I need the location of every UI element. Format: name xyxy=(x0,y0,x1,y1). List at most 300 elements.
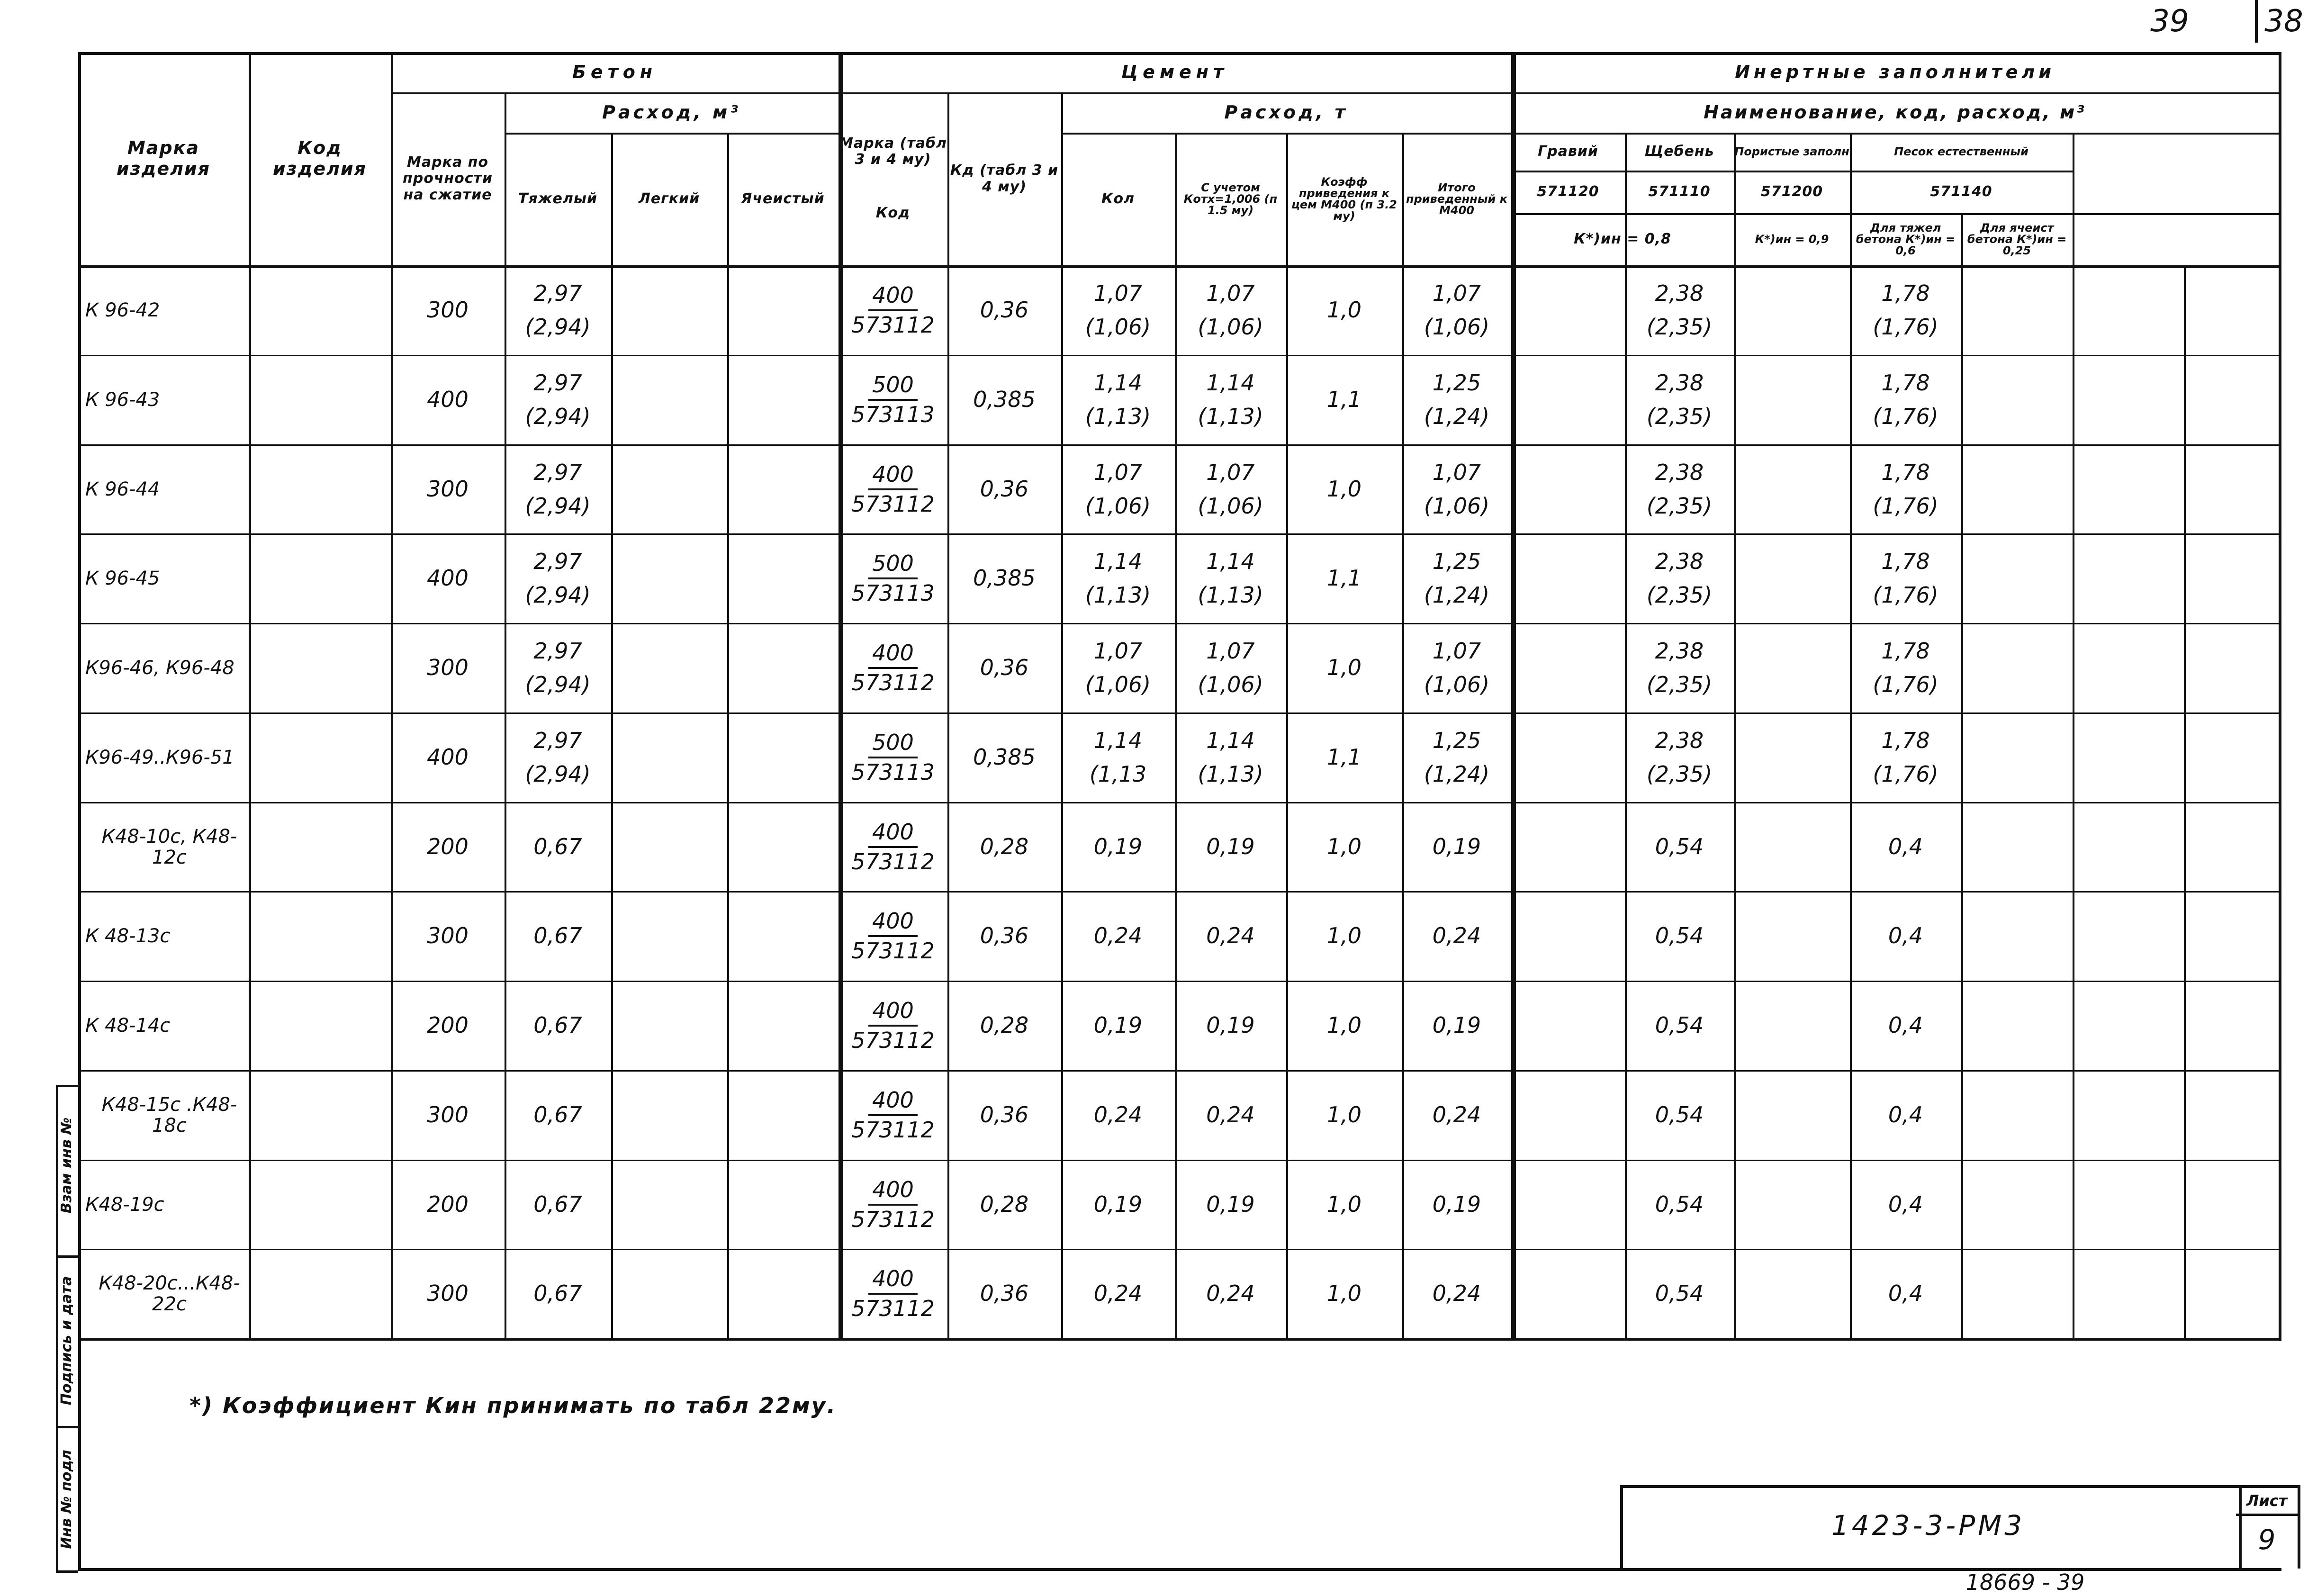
row-kd xyxy=(947,802,1061,892)
header-pesok: Песок естественный xyxy=(1894,145,2029,158)
row-kol xyxy=(1061,533,1175,623)
header-cement: Цемент xyxy=(1121,61,1229,82)
row-kol-value: 0,19 xyxy=(1093,834,1143,860)
row-shcheben-value: 2,38 xyxy=(1655,638,1704,664)
row-shcheben xyxy=(1625,1160,1734,1249)
row-shcheben-value: 0,54 xyxy=(1655,923,1704,949)
cement-grade: 400 xyxy=(868,1088,918,1116)
row-shcheben xyxy=(1625,1249,1734,1338)
row-heavy-concrete-value: 2,97 xyxy=(533,370,582,396)
row-pesok-value: 0,4 xyxy=(1888,1280,1923,1307)
code-poristye: 571200 xyxy=(1760,183,1823,200)
frame-right xyxy=(2279,52,2281,1341)
row-heavy-concrete xyxy=(505,623,611,712)
row-koeff xyxy=(1286,1070,1402,1160)
row-cement-mark xyxy=(838,1070,947,1160)
koeff-value: 1,0 xyxy=(1326,1012,1362,1038)
row-s-uchetom-value: 0,19 xyxy=(1206,834,1255,860)
row-s-uchetom xyxy=(1175,533,1286,623)
row-shcheben xyxy=(1625,355,1734,444)
row-s-uchetom-value: 0,24 xyxy=(1206,1280,1255,1307)
row-pesok-value: 0,4 xyxy=(1888,834,1923,860)
row-s-uchetom xyxy=(1175,1249,1286,1338)
side-label-vzam-inv: Взам инв № xyxy=(58,1117,75,1214)
cement-code: 573113 xyxy=(851,580,935,606)
row-kol-value-adjusted: (1,13) xyxy=(1085,403,1151,429)
row-koeff xyxy=(1286,1160,1402,1249)
row-kol-value-adjusted: (1,13) xyxy=(1085,582,1151,608)
row-kol xyxy=(1061,802,1175,892)
row-s-uchetom xyxy=(1175,891,1286,981)
kd-value: 0,36 xyxy=(980,476,1029,502)
header-itogo: Итого приведенный к М400 xyxy=(1406,181,1508,217)
row-itogo-value: 1,07 xyxy=(1432,638,1481,664)
row-koeff xyxy=(1286,265,1402,355)
row-pesok-value-adjusted: (1,76) xyxy=(1873,314,1938,340)
cement-code: 573112 xyxy=(851,669,935,695)
row-koeff xyxy=(1286,802,1402,892)
code-shcheben: 571110 xyxy=(1648,183,1711,200)
row-kol xyxy=(1061,712,1175,802)
row-kd xyxy=(947,981,1061,1070)
row-s-uchetom-value: 0,19 xyxy=(1206,1012,1255,1038)
row-shcheben-value: 0,54 xyxy=(1655,1012,1704,1038)
row-kol-value: 0,24 xyxy=(1093,1102,1143,1128)
row-prochnost xyxy=(391,1160,505,1249)
kd-value: 0,28 xyxy=(980,834,1029,860)
row-pesok xyxy=(1850,981,1961,1070)
strength-grade: 300 xyxy=(427,1280,469,1307)
row-itogo xyxy=(1402,802,1511,892)
row-koeff xyxy=(1286,712,1402,802)
header-poristye: Пористые заполн xyxy=(1734,145,1849,158)
row-koeff xyxy=(1286,891,1402,981)
row-cement-mark xyxy=(838,265,947,355)
row-heavy-concrete-value: 0,67 xyxy=(533,834,582,860)
row-shcheben-value: 2,38 xyxy=(1655,370,1704,396)
product-mark: К 96-42 xyxy=(85,299,160,321)
cement-grade: 400 xyxy=(868,1267,918,1295)
row-shcheben xyxy=(1625,981,1734,1070)
row-kd xyxy=(947,355,1061,444)
row-prochnost xyxy=(391,712,505,802)
row-itogo-value: 0,24 xyxy=(1432,1280,1481,1307)
footnote: *) Коэффициент Кин принимать по табл 22му. xyxy=(189,1393,837,1418)
side-label-podpis-data: Подпись и дата xyxy=(58,1276,75,1406)
bottom-page-reference: 18669 - 39 xyxy=(1965,1569,2085,1595)
row-shcheben-value-adjusted: (2,35) xyxy=(1646,403,1713,429)
row-itogo xyxy=(1402,891,1511,981)
row-shcheben-value-adjusted: (2,35) xyxy=(1646,761,1713,787)
cement-code: 573112 xyxy=(851,1117,935,1143)
row-shcheben xyxy=(1625,623,1734,712)
row-cement-mark xyxy=(838,712,947,802)
row-s-uchetom-value: 0,24 xyxy=(1206,923,1255,949)
row-heavy-concrete-value: 2,97 xyxy=(533,727,582,753)
row-prochnost xyxy=(391,533,505,623)
strength-grade: 300 xyxy=(427,655,469,681)
kd-value: 0,36 xyxy=(980,297,1029,323)
row-heavy-concrete-value-adjusted: (2,94) xyxy=(525,761,591,787)
vh-4375 xyxy=(2073,133,2074,265)
cement-grade: 500 xyxy=(868,730,918,758)
row-s-uchetom-value-adjusted: (1,06) xyxy=(1198,314,1263,340)
row-prochnost xyxy=(391,1070,505,1160)
koeff-value: 1,0 xyxy=(1326,476,1362,502)
row-heavy-concrete-value-adjusted: (2,94) xyxy=(525,403,591,429)
row-itogo xyxy=(1402,265,1511,355)
row-prochnost xyxy=(391,444,505,534)
row-koeff xyxy=(1286,355,1402,444)
row-kd xyxy=(947,533,1061,623)
header-marka-tabl: Марка (табл 3 и 4 му) xyxy=(839,135,947,168)
koeff-value: 1,0 xyxy=(1326,834,1362,860)
row-heavy-concrete-value-adjusted: (2,94) xyxy=(525,671,591,697)
row-heavy-concrete-value: 2,97 xyxy=(533,459,582,485)
header-marka-izdeliya: Марка изделия xyxy=(116,137,211,179)
row-kol-value: 0,19 xyxy=(1093,1191,1143,1217)
table-bottom-line xyxy=(78,1338,2279,1341)
row-kol-value: 1,14 xyxy=(1093,727,1143,753)
row-pesok-value-adjusted: (1,76) xyxy=(1873,582,1938,608)
row-itogo-value: 1,25 xyxy=(1432,727,1481,753)
document-code: 1423-3-РМ3 xyxy=(1831,1509,2025,1542)
row-kol-value: 1,14 xyxy=(1093,370,1143,396)
kd-value: 0,36 xyxy=(980,655,1029,681)
row-pesok xyxy=(1850,1070,1961,1160)
header-inertnye: Инертные заполнители xyxy=(1735,61,2055,82)
row-koeff xyxy=(1286,533,1402,623)
row-s-uchetom xyxy=(1175,355,1286,444)
row-marka xyxy=(81,533,253,623)
row-pesok xyxy=(1850,712,1961,802)
row-shcheben-value: 2,38 xyxy=(1655,727,1704,753)
row-pesok xyxy=(1850,265,1961,355)
row-s-uchetom xyxy=(1175,623,1286,712)
strength-grade: 400 xyxy=(427,565,469,591)
row-heavy-concrete-value-adjusted: (2,94) xyxy=(525,582,591,608)
row-heavy-concrete xyxy=(505,1249,611,1338)
koeff-value: 1,0 xyxy=(1326,1102,1362,1128)
row-pesok-value-adjusted: (1,76) xyxy=(1873,671,1938,697)
cement-code: 573112 xyxy=(851,1027,935,1053)
koeff-value: 1,1 xyxy=(1326,387,1362,413)
header-s-uchetom: С учетом Котх=1,006 (п 1.5 му) xyxy=(1183,181,1278,217)
row-kol-value-adjusted: (1,06) xyxy=(1085,493,1151,519)
header-kol: Кол xyxy=(1101,190,1135,207)
row-cement-mark xyxy=(838,623,947,712)
kd-value: 0,28 xyxy=(980,1191,1029,1217)
row-koeff xyxy=(1286,1249,1402,1338)
row-kol-value: 0,24 xyxy=(1093,923,1143,949)
row-s-uchetom-value: 0,19 xyxy=(1206,1191,1255,1217)
sheet-label: Лист xyxy=(2236,1488,2298,1516)
product-mark: К48-20с...К48-22с xyxy=(99,1272,240,1315)
row-kol-value: 0,24 xyxy=(1093,1280,1143,1307)
row-cement-mark xyxy=(838,981,947,1070)
row-marka xyxy=(81,712,253,802)
row-kol-value: 1,07 xyxy=(1093,280,1143,306)
product-mark: К96-49..К96-51 xyxy=(85,746,234,768)
row-shcheben xyxy=(1625,1070,1734,1160)
row-itogo xyxy=(1402,981,1511,1070)
row-kd xyxy=(947,891,1061,981)
row-pesok xyxy=(1850,891,1961,981)
cement-grade: 500 xyxy=(868,551,918,579)
code-pesok: 571140 xyxy=(1930,183,1992,200)
kd-value: 0,36 xyxy=(980,1280,1029,1307)
row-pesok xyxy=(1850,533,1961,623)
strength-grade: 300 xyxy=(427,1102,469,1128)
header-kod: Код xyxy=(875,204,911,221)
row-s-uchetom-value: 1,14 xyxy=(1206,370,1255,396)
header-kd: Кд (табл 3 и 4 му) xyxy=(950,162,1059,195)
row-prochnost xyxy=(391,265,505,355)
row-shcheben xyxy=(1625,891,1734,981)
row-kol-value: 1,14 xyxy=(1093,548,1143,574)
row-s-uchetom xyxy=(1175,444,1286,534)
row-kd xyxy=(947,712,1061,802)
row-heavy-concrete xyxy=(505,802,611,892)
row-heavy-concrete-value-adjusted: (2,94) xyxy=(525,314,591,340)
row-pesok-value: 1,78 xyxy=(1881,548,1930,574)
row-heavy-concrete-value: 2,97 xyxy=(533,280,582,306)
handwritten-page-number: 39 xyxy=(2150,4,2189,39)
cement-code: 573112 xyxy=(851,312,935,338)
header-tyazhely: Тяжелый xyxy=(518,190,598,207)
row-itogo xyxy=(1402,623,1511,712)
row-shcheben-value-adjusted: (2,35) xyxy=(1646,582,1713,608)
kin-heavy-concrete: Для тяжел бетона К*)ин = 0,6 xyxy=(1856,221,1956,257)
kd-value: 0,36 xyxy=(980,923,1029,949)
row-kol xyxy=(1061,1070,1175,1160)
koeff-value: 1,0 xyxy=(1326,1280,1362,1307)
row-kd xyxy=(947,1249,1061,1338)
row-marka xyxy=(81,802,253,892)
row-itogo-value-adjusted: (1,24) xyxy=(1424,582,1490,608)
row-s-uchetom-value: 1,14 xyxy=(1206,548,1255,574)
row-pesok-value: 1,78 xyxy=(1881,727,1930,753)
koeff-value: 1,1 xyxy=(1326,565,1362,591)
row-kol xyxy=(1061,355,1175,444)
row-kol xyxy=(1061,623,1175,712)
row-marka xyxy=(81,981,253,1070)
row-itogo-value: 1,07 xyxy=(1432,280,1481,306)
row-kol xyxy=(1061,265,1175,355)
product-mark: К 96-43 xyxy=(85,388,160,411)
row-kol xyxy=(1061,981,1175,1070)
row-shcheben-value: 2,38 xyxy=(1655,459,1704,485)
row-heavy-concrete xyxy=(505,712,611,802)
row-itogo-value-adjusted: (1,24) xyxy=(1424,761,1490,787)
row-kd xyxy=(947,265,1061,355)
row-shcheben xyxy=(1625,265,1734,355)
row-heavy-concrete xyxy=(505,355,611,444)
row-kol-value-adjusted: (1,06) xyxy=(1085,314,1151,340)
row-pesok-value: 1,78 xyxy=(1881,459,1930,485)
row-heavy-concrete-value: 0,67 xyxy=(533,1280,582,1307)
row-pesok-value: 1,78 xyxy=(1881,638,1930,664)
row-itogo-value: 0,19 xyxy=(1432,834,1481,860)
row-pesok-value: 0,4 xyxy=(1888,1012,1923,1038)
koeff-value: 1,0 xyxy=(1326,297,1362,323)
row-s-uchetom-value: 1,07 xyxy=(1206,280,1255,306)
row-s-uchetom xyxy=(1175,981,1286,1070)
koeff-value: 1,1 xyxy=(1326,744,1362,770)
kin-cellular-concrete: Для ячеист бетона К*)ин = 0,25 xyxy=(1967,221,2067,257)
row-kol-value: 0,19 xyxy=(1093,1012,1143,1038)
row-s-uchetom-value: 1,07 xyxy=(1206,638,1255,664)
row-cement-mark xyxy=(838,802,947,892)
strength-grade: 300 xyxy=(427,923,469,949)
header-kod-izdeliya: Код изделия xyxy=(272,137,367,179)
row-heavy-concrete-value: 2,97 xyxy=(533,638,582,664)
row-shcheben-value: 2,38 xyxy=(1655,548,1704,574)
header-beton: Бетон xyxy=(572,61,658,82)
header-marka-po-prochnosti: Марка по прочности на сжатие xyxy=(403,153,493,203)
row-itogo-value-adjusted: (1,24) xyxy=(1424,403,1490,429)
row-s-uchetom-value-adjusted: (1,06) xyxy=(1198,671,1263,697)
row-itogo-value: 0,24 xyxy=(1432,1102,1481,1128)
side-label-inv-podl: Инв № подл xyxy=(58,1450,75,1549)
cement-code: 573113 xyxy=(851,759,935,785)
row-itogo-value: 1,07 xyxy=(1432,459,1481,485)
row-s-uchetom-value: 1,14 xyxy=(1206,727,1255,753)
row-pesok-value-adjusted: (1,76) xyxy=(1873,761,1938,787)
row-shcheben xyxy=(1625,712,1734,802)
row-itogo-value: 0,19 xyxy=(1432,1191,1481,1217)
row-marka xyxy=(81,355,253,444)
row-pesok xyxy=(1850,1160,1961,1249)
row-marka xyxy=(81,444,253,534)
row-marka xyxy=(81,1249,253,1338)
row-cement-mark xyxy=(838,1160,947,1249)
row-shcheben-value: 0,54 xyxy=(1655,1280,1704,1307)
row-s-uchetom-value: 0,24 xyxy=(1206,1102,1255,1128)
row-kol xyxy=(1061,444,1175,534)
strength-grade: 400 xyxy=(427,387,469,413)
row-pesok xyxy=(1850,623,1961,712)
row-shcheben-value-adjusted: (2,35) xyxy=(1646,493,1713,519)
cement-grade: 400 xyxy=(868,820,918,848)
strength-grade: 200 xyxy=(427,834,469,860)
strength-grade: 300 xyxy=(427,297,469,323)
row-prochnost xyxy=(391,355,505,444)
row-heavy-concrete-value: 0,67 xyxy=(533,1012,582,1038)
row-itogo-value: 1,25 xyxy=(1432,370,1481,396)
row-kol xyxy=(1061,891,1175,981)
row-kol-value-adjusted: (1,06) xyxy=(1085,671,1151,697)
row-shcheben-value: 0,54 xyxy=(1655,1102,1704,1128)
row-pesok xyxy=(1850,1249,1961,1338)
cement-grade: 400 xyxy=(868,1178,918,1206)
row-itogo xyxy=(1402,1249,1511,1338)
cement-grade: 400 xyxy=(868,283,918,311)
row-prochnost xyxy=(391,1249,505,1338)
row-cement-mark xyxy=(838,891,947,981)
cement-grade: 400 xyxy=(868,909,918,937)
row-kol xyxy=(1061,1249,1175,1338)
row-pesok-value-adjusted: (1,76) xyxy=(1873,493,1938,519)
row-heavy-concrete xyxy=(505,1160,611,1249)
row-itogo xyxy=(1402,1070,1511,1160)
koeff-value: 1,0 xyxy=(1326,1191,1362,1217)
row-itogo xyxy=(1402,1160,1511,1249)
cement-grade: 400 xyxy=(868,462,918,490)
row-itogo-value: 0,24 xyxy=(1432,923,1481,949)
row-shcheben-value-adjusted: (2,35) xyxy=(1646,314,1713,340)
row-marka xyxy=(81,1160,253,1249)
row-heavy-concrete-value: 0,67 xyxy=(533,923,582,949)
row-heavy-concrete xyxy=(505,444,611,534)
header-legky: Легкий xyxy=(638,190,700,207)
row-heavy-concrete-value-adjusted: (2,94) xyxy=(525,493,591,519)
header-shcheben: Щебень xyxy=(1644,143,1714,160)
row-itogo xyxy=(1402,444,1511,534)
product-mark: К 96-45 xyxy=(85,567,160,589)
strength-grade: 400 xyxy=(427,744,469,770)
product-mark: К 96-44 xyxy=(85,478,160,500)
row-pesok-value: 0,4 xyxy=(1888,923,1923,949)
row-cement-mark xyxy=(838,355,947,444)
row-itogo-value-adjusted: (1,06) xyxy=(1424,314,1490,340)
row-koeff xyxy=(1286,981,1402,1070)
row-heavy-concrete-value: 0,67 xyxy=(533,1191,582,1217)
cement-code: 573112 xyxy=(851,938,935,964)
row-heavy-concrete xyxy=(505,1070,611,1160)
row-prochnost xyxy=(391,802,505,892)
row-pesok xyxy=(1850,355,1961,444)
row-pesok-value-adjusted: (1,76) xyxy=(1873,403,1938,429)
row-pesok xyxy=(1850,444,1961,534)
row-shcheben xyxy=(1625,533,1734,623)
kd-value: 0,385 xyxy=(973,565,1036,591)
kd-value: 0,28 xyxy=(980,1012,1029,1038)
row-heavy-concrete xyxy=(505,533,611,623)
row-heavy-concrete xyxy=(505,891,611,981)
row-itogo-value-adjusted: (1,06) xyxy=(1424,671,1490,697)
code-graviy: 571120 xyxy=(1537,183,1599,200)
row-marka xyxy=(81,265,253,355)
row-s-uchetom xyxy=(1175,712,1286,802)
row-cement-mark xyxy=(838,1249,947,1338)
row-heavy-concrete-value: 0,67 xyxy=(533,1102,582,1128)
product-mark: К 48-13с xyxy=(85,925,171,947)
row-shcheben-value: 0,54 xyxy=(1655,834,1704,860)
row-marka xyxy=(81,623,253,712)
row-kd xyxy=(947,1160,1061,1249)
row-koeff xyxy=(1286,444,1402,534)
koeff-value: 1,0 xyxy=(1326,923,1362,949)
row-prochnost xyxy=(391,623,505,712)
row-kd xyxy=(947,444,1061,534)
row-kd xyxy=(947,1070,1061,1160)
row-prochnost xyxy=(391,981,505,1070)
row-kol-value-adjusted: (1,13 xyxy=(1089,761,1147,787)
cement-code: 573112 xyxy=(851,491,935,517)
row-pesok-value: 0,4 xyxy=(1888,1102,1923,1128)
cement-code: 573112 xyxy=(851,848,935,875)
cement-grade: 400 xyxy=(868,641,918,669)
koeff-value: 1,0 xyxy=(1326,655,1362,681)
header-koeff: Коэфф приведения к цем М400 (п 3.2 му) xyxy=(1291,175,1397,223)
row-heavy-concrete-value: 2,97 xyxy=(533,548,582,574)
row-pesok xyxy=(1850,802,1961,892)
sheet-number: 9 xyxy=(2258,1524,2276,1556)
row-s-uchetom-value-adjusted: (1,13) xyxy=(1198,403,1263,429)
cement-code: 573112 xyxy=(851,1206,935,1232)
row-s-uchetom-value-adjusted: (1,13) xyxy=(1198,761,1263,787)
